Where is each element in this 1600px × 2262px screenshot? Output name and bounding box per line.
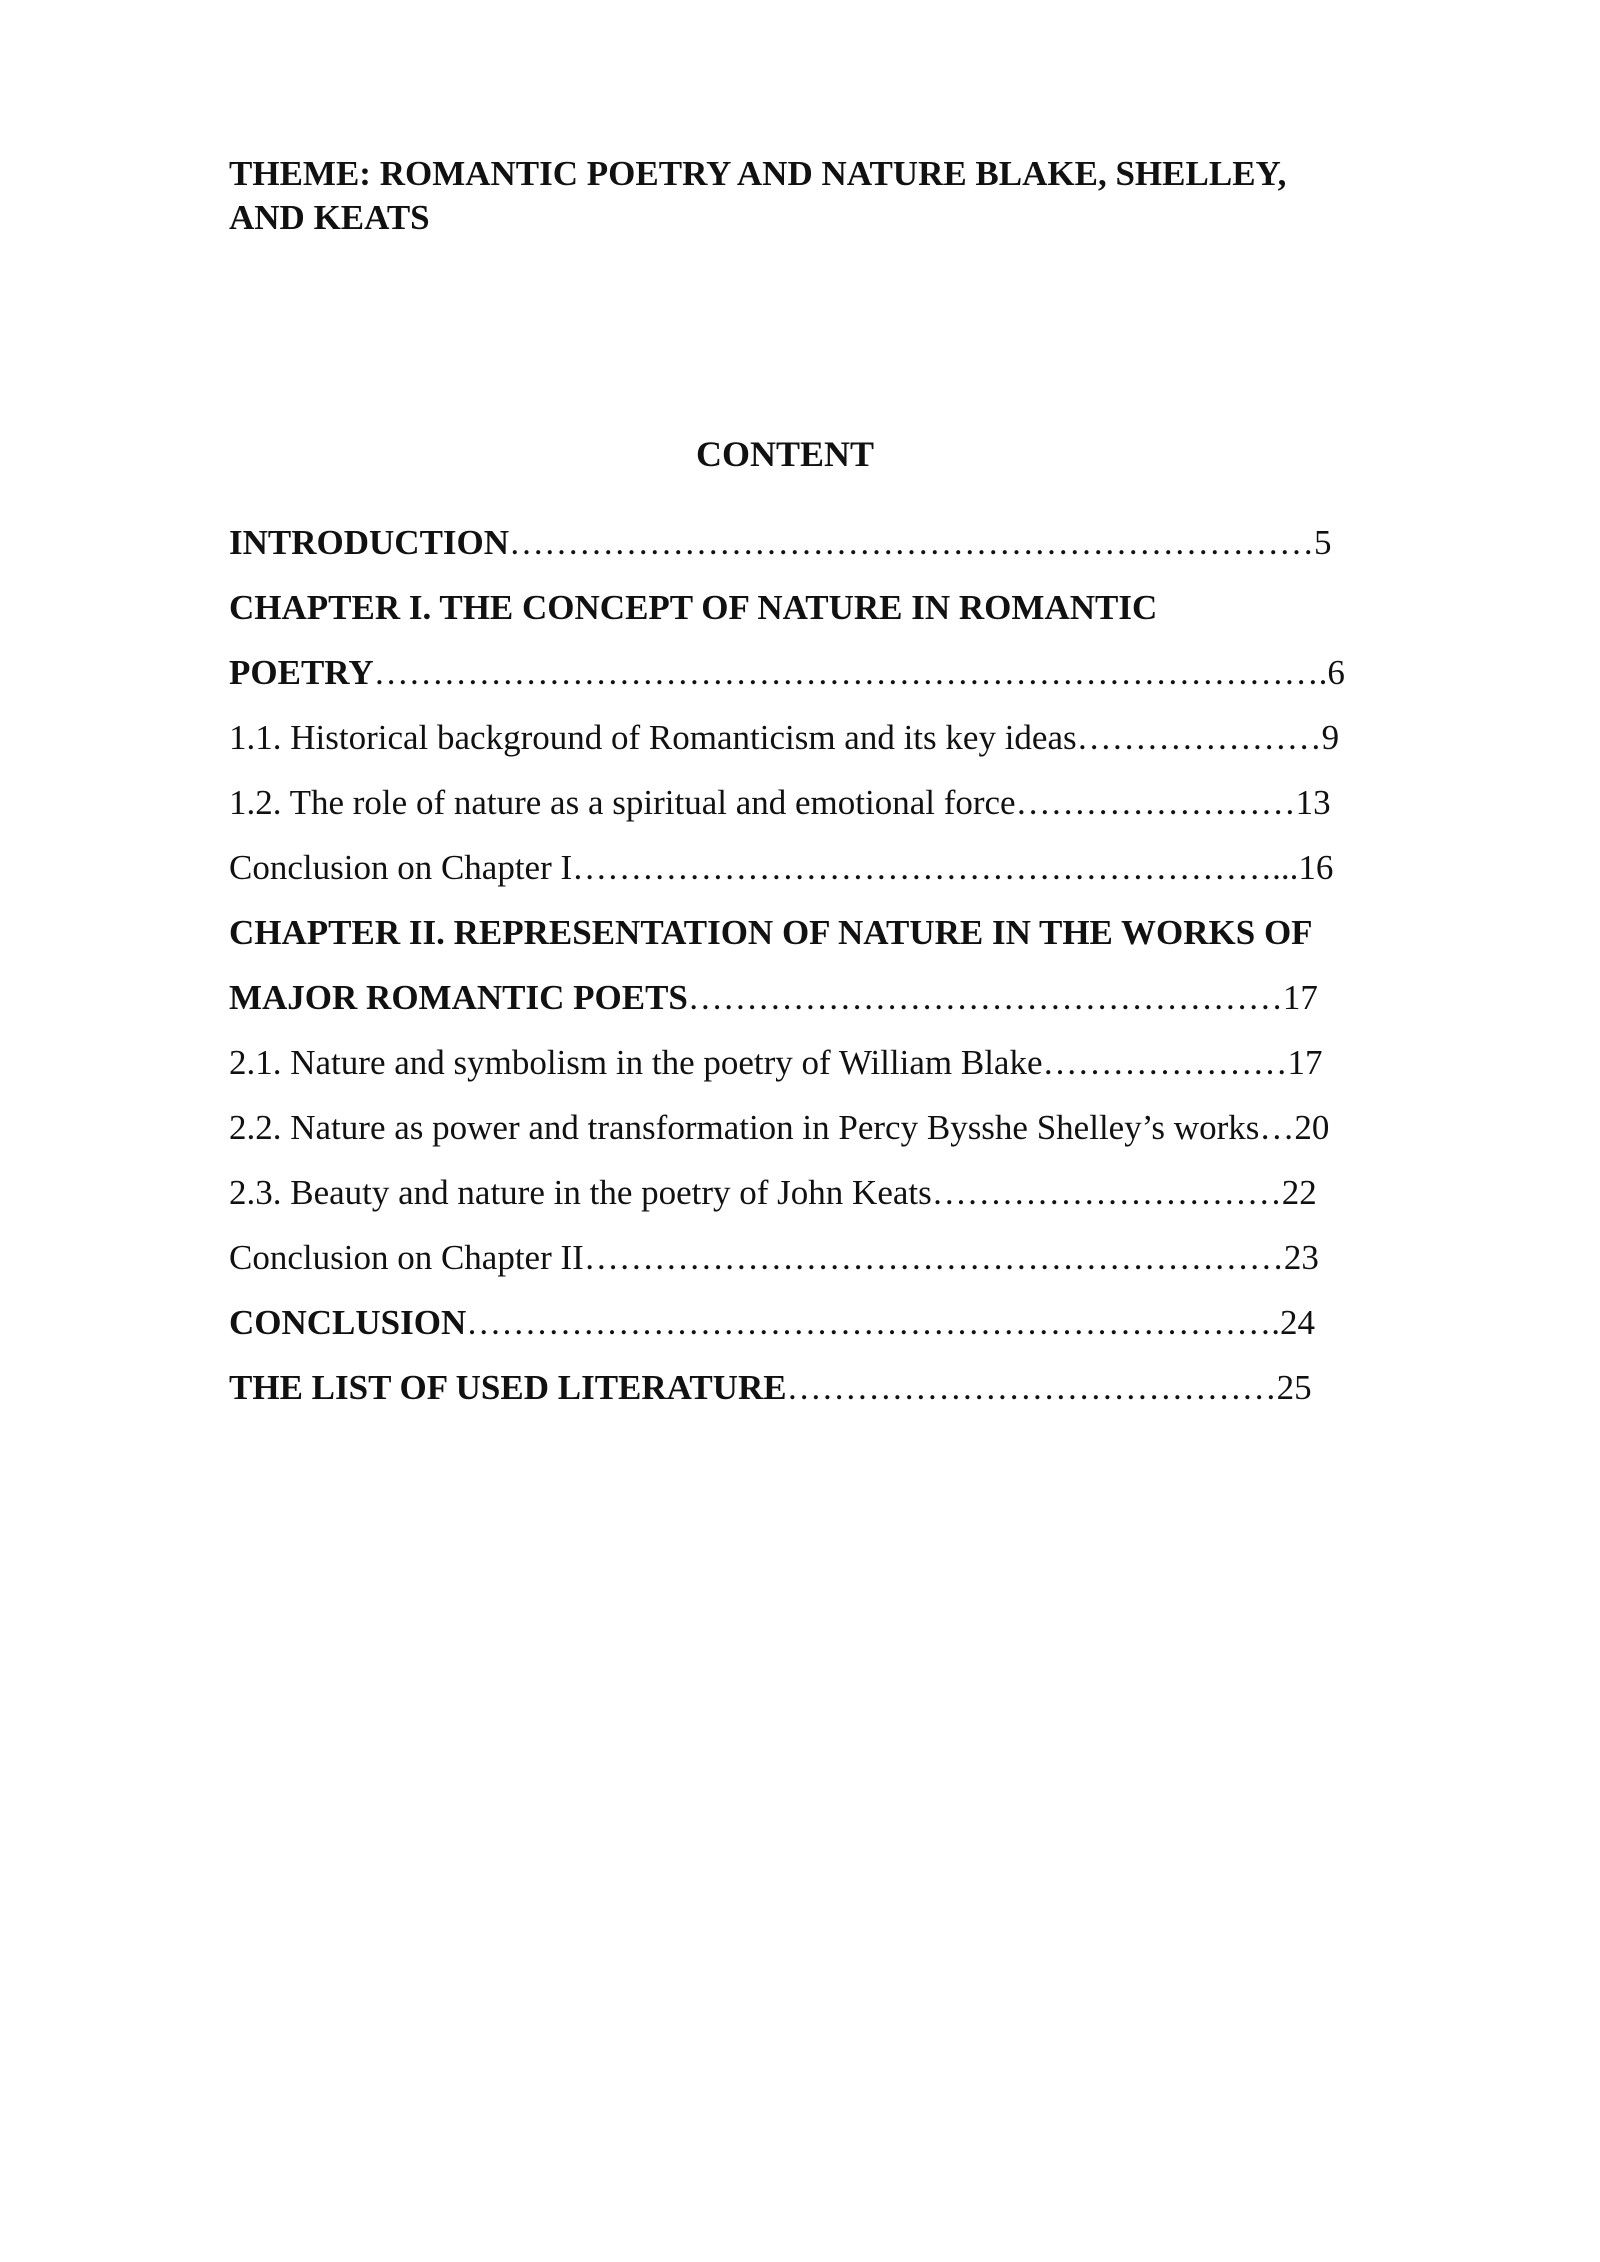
table-of-contents-heading: CONTENT <box>695 434 875 474</box>
toc-page-number: 23 <box>1283 1238 1319 1277</box>
toc-entry-title: 2.3. Beauty and nature in the poetry of John Keats <box>229 1173 932 1212</box>
toc-leader-dots: …………………………………………… <box>687 978 1283 1017</box>
toc-entry <box>229 1235 1489 1300</box>
toc-entry <box>229 520 1489 585</box>
toc-page-number: 25 <box>1276 1368 1312 1407</box>
toc-entry-title: 1.1. Historical background of Romanticism and its key ideas <box>229 718 1077 757</box>
toc-entry <box>229 975 1489 1040</box>
toc-entry <box>229 910 1489 975</box>
toc-page-number: 22 <box>1281 1173 1317 1212</box>
toc-entry-title: 2.2. Nature as power and transformation in Percy Bysshe Shelley’s works <box>229 1108 1260 1147</box>
toc-page-number: 17 <box>1282 978 1318 1017</box>
toc-entry <box>229 1365 1489 1430</box>
toc-page-number: 9 <box>1321 718 1340 757</box>
toc-entry-title: 1.2. The role of nature as a spiritual and emotional force <box>229 783 1016 822</box>
document-theme-title: THEME: ROMANTIC POETRY AND NATURE BLAKE, SHELLEY, AND KEATS <box>229 154 1287 237</box>
toc-leader-dots: ………………… <box>1076 718 1322 757</box>
toc-entry-title: POETRY <box>229 653 374 692</box>
toc-entry <box>229 1040 1489 1105</box>
toc-leader-dots: …………………………………… <box>786 1368 1277 1407</box>
toc-entry <box>229 650 1489 715</box>
toc-entry <box>229 1170 1489 1235</box>
table-of-contents <box>229 520 1489 1430</box>
toc-entry-title: CONCLUSION <box>229 1303 467 1342</box>
toc-page-number: 17 <box>1287 1043 1323 1082</box>
toc-leader-dots: ………………………………………………………………………. <box>373 653 1328 692</box>
toc-leader-dots: ……………………………………………………………. <box>466 1303 1281 1342</box>
toc-entry-title: Conclusion on Chapter I <box>229 848 573 887</box>
toc-entry-title: THE LIST OF USED LITERATURE <box>229 1368 787 1407</box>
toc-leader-dots: ………………… <box>1042 1043 1288 1082</box>
toc-entry-title: CHAPTER I. THE CONCEPT OF NATURE IN ROMANTIC <box>229 588 1158 627</box>
toc-leader-dots: ………………………… <box>931 1173 1282 1212</box>
toc-entry <box>229 780 1489 845</box>
toc-leader-dots: ……………………………………………………... <box>572 848 1299 887</box>
toc-page-number: 20 <box>1294 1108 1330 1147</box>
toc-page-number: 5 <box>1314 523 1332 562</box>
toc-entry <box>229 585 1489 650</box>
toc-leader-dots: …………………………………………………… <box>583 1238 1284 1277</box>
toc-entry-title: CHAPTER II. REPRESENTATION OF NATURE IN THE WORKS OF <box>229 913 1313 952</box>
toc-entry-title: Conclusion on Chapter II <box>229 1238 584 1277</box>
toc-entry <box>229 845 1489 910</box>
toc-leader-dots: …………………… <box>1015 783 1296 822</box>
toc-page-number: 24 <box>1280 1303 1316 1342</box>
toc-page-number: 6 <box>1327 653 1345 692</box>
toc-entry <box>229 1105 1489 1170</box>
toc-page-number: 16 <box>1298 848 1334 887</box>
toc-entry <box>229 1300 1489 1365</box>
toc-entry-title: MAJOR ROMANTIC POETS <box>229 978 688 1017</box>
toc-leader-dots: … <box>1259 1108 1295 1147</box>
toc-leader-dots: …………………………………………………………… <box>509 523 1315 562</box>
toc-page-number: 13 <box>1295 783 1331 822</box>
toc-entry-title: 2.1. Nature and symbolism in the poetry of William Blake <box>229 1043 1043 1082</box>
toc-entry <box>229 715 1489 780</box>
toc-entry-title: INTRODUCTION <box>229 523 510 562</box>
